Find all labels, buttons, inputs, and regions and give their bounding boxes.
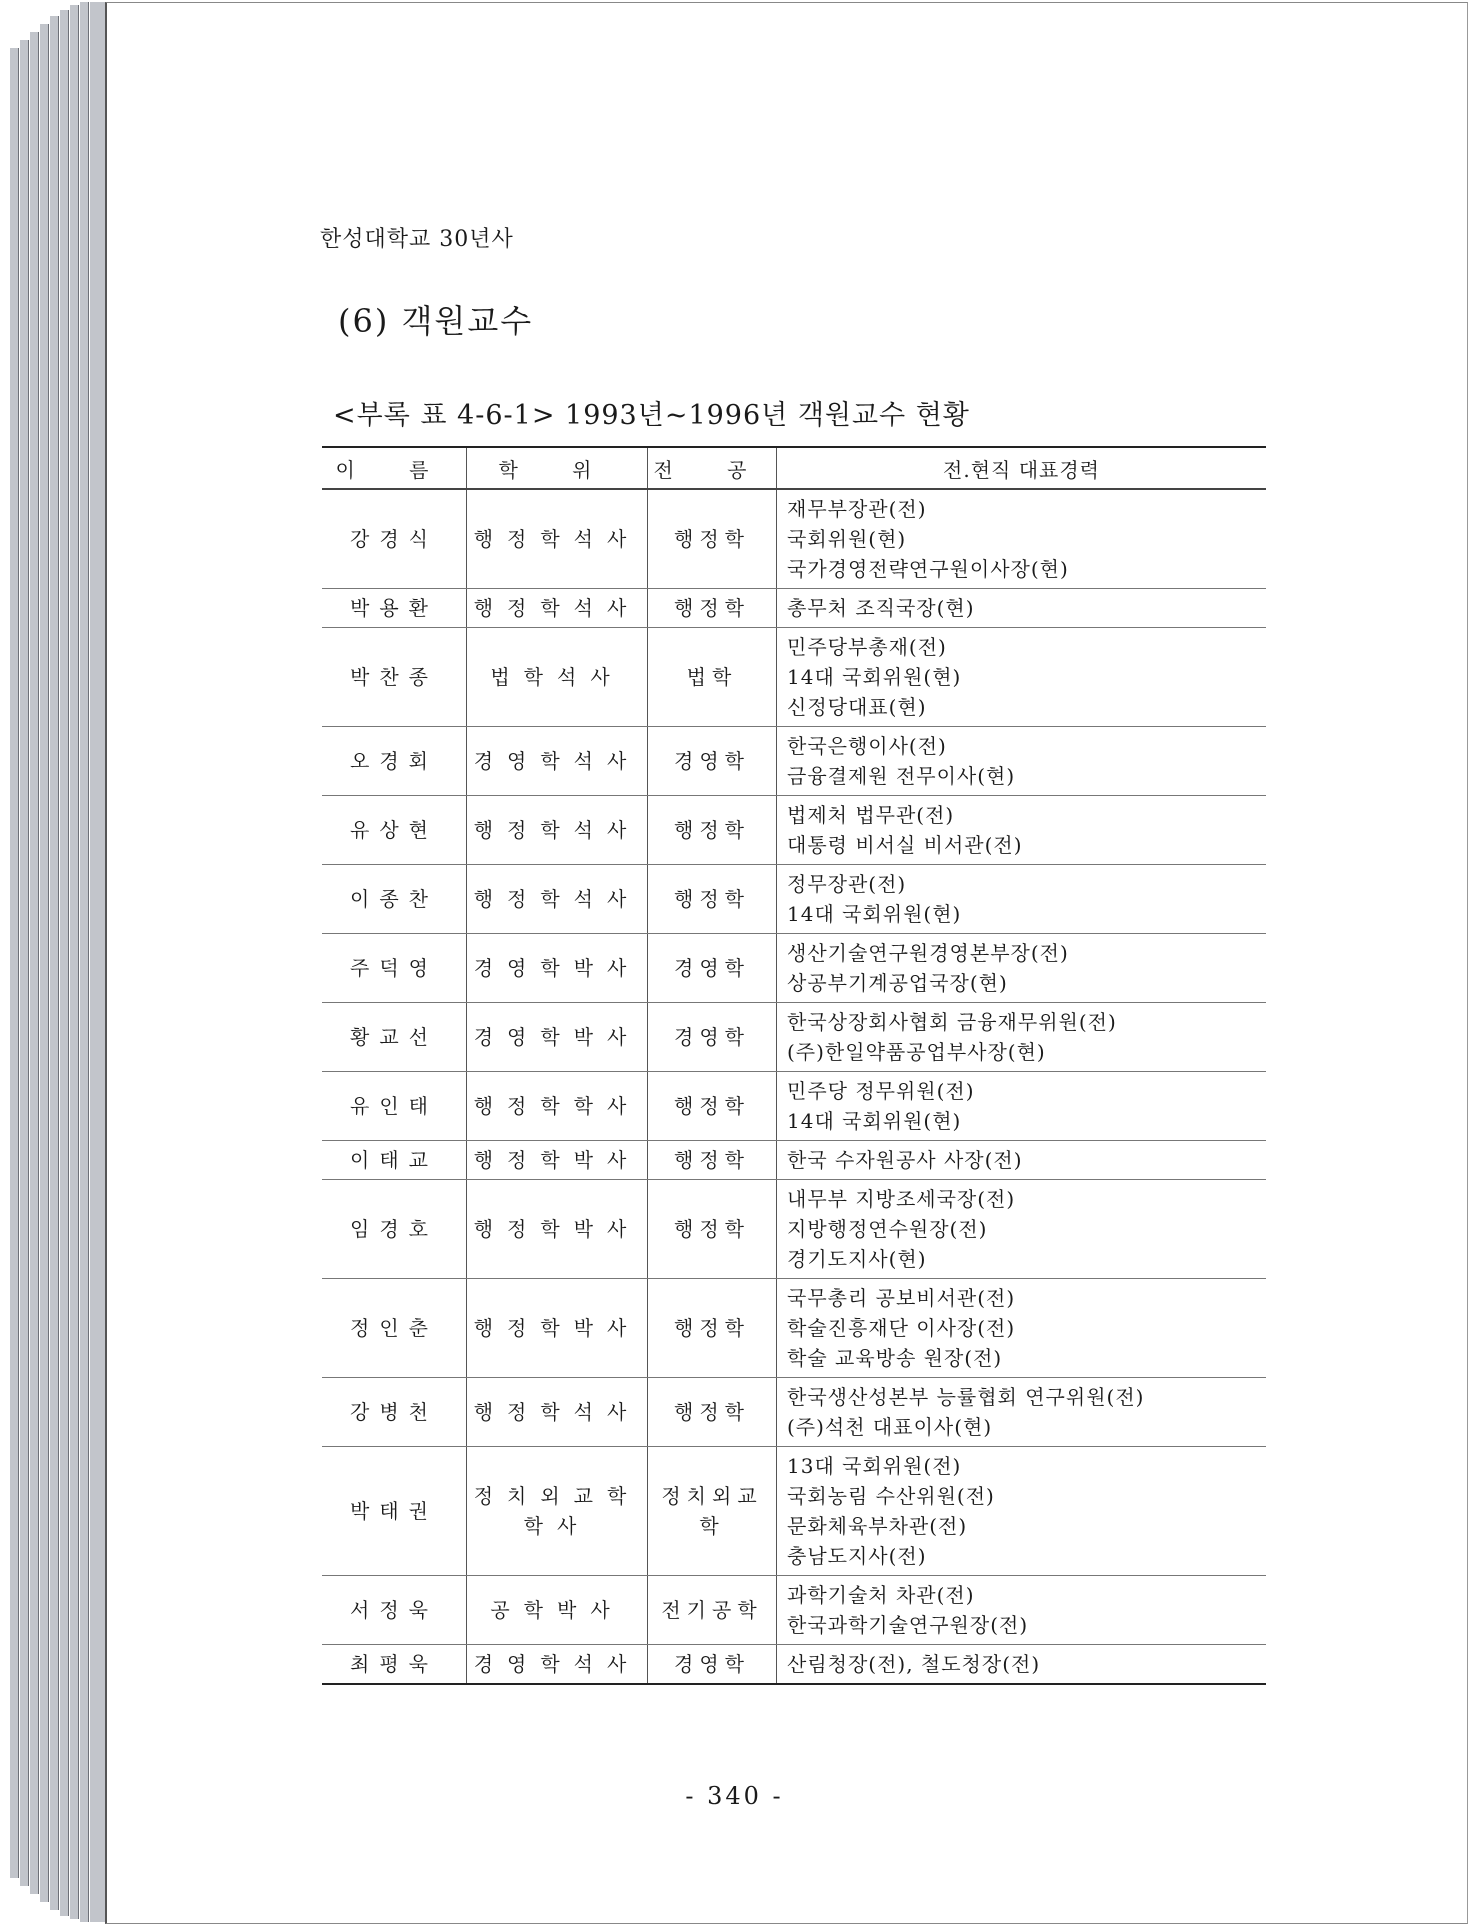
name-cell: 유상현 (322, 796, 467, 865)
running-header: 한성대학교 30년사 (320, 227, 514, 252)
career-cell (777, 865, 1267, 934)
career-cell (777, 727, 1267, 796)
header-career: 전.현직 대표경력 (777, 447, 1267, 489)
header-major: 전 공 (648, 447, 777, 489)
career-line: 과학기술처 차관(전) (787, 1583, 975, 1607)
major-cell: 행정학 (648, 489, 777, 589)
career-line: 민주당부총재(전) (787, 635, 947, 659)
name-cell: 정인춘 (322, 1279, 467, 1378)
career-line: 대통령 비서실 비서관(전) (787, 833, 1023, 857)
page-stack-edge (0, 0, 110, 1926)
career-cell (777, 796, 1267, 865)
career-line: 충남도지사(전) (787, 1544, 927, 1568)
degree-cell: 행정학박사 (467, 1279, 648, 1378)
major-cell: 행정학 (648, 865, 777, 934)
career-cell (777, 1072, 1267, 1141)
degree-cell: 행정학학사 (467, 1072, 648, 1141)
career-cell (777, 1378, 1267, 1447)
career-cell (777, 1279, 1267, 1378)
major-cell: 행정학 (648, 1072, 777, 1141)
career-line: 한국은행이사(전) (787, 734, 947, 758)
career-cell (777, 628, 1267, 727)
degree-cell: 경영학박사 (467, 934, 648, 1003)
table-header-row (322, 447, 1266, 489)
career-line: 한국과학기술연구원장(전) (787, 1613, 1029, 1637)
table-row (322, 489, 1266, 589)
career-line: (주)한일약품공업부사장(현) (787, 1040, 1046, 1064)
table-row (322, 865, 1266, 934)
degree-cell: 행정학박사 (467, 1141, 648, 1180)
career-line: 산림청장(전), 철도청장(전) (787, 1652, 1041, 1676)
degree-cell: 경영학석사 (467, 727, 648, 796)
degree-cell: 행정학석사 (467, 589, 648, 628)
major-cell: 행정학 (648, 1180, 777, 1279)
visiting-professor-table (322, 446, 1266, 1685)
career-line: 14대 국회위원(현) (787, 665, 962, 689)
career-cell (777, 1141, 1267, 1180)
degree-cell: 행정학석사 (467, 865, 648, 934)
major-cell: 전기공학 (648, 1576, 777, 1645)
major-cell: 경영학 (648, 1645, 777, 1685)
header-degree: 학 위 (467, 447, 648, 489)
name-cell: 유인태 (322, 1072, 467, 1141)
career-cell (777, 1003, 1267, 1072)
career-cell (777, 1180, 1267, 1279)
name-cell: 강병천 (322, 1378, 467, 1447)
name-cell: 서정욱 (322, 1576, 467, 1645)
career-line: 경기도지사(현) (787, 1247, 927, 1271)
career-line: 내무부 지방조세국장(전) (787, 1187, 1016, 1211)
career-line: 14대 국회위원(현) (787, 902, 962, 926)
career-line: 국가경영전략연구원이사장(현) (787, 557, 1069, 581)
career-cell (777, 1447, 1267, 1576)
table-caption: <부록 표 4-6-1> 1993년~1996년 객원교수 현황 (333, 400, 970, 431)
career-cell (777, 589, 1267, 628)
name-cell: 이태교 (322, 1141, 467, 1180)
name-cell: 이종찬 (322, 865, 467, 934)
career-line: 재무부장관(전) (787, 497, 927, 521)
section-heading: (6) 객원교수 (338, 302, 534, 340)
major-cell: 경영학 (648, 727, 777, 796)
career-line: 법제처 법무관(전) (787, 803, 955, 827)
name-cell: 강경식 (322, 489, 467, 589)
career-line: 학술진흥재단 이사장(전) (787, 1316, 1016, 1340)
table-row (322, 1447, 1266, 1576)
table-row (322, 1576, 1266, 1645)
career-line: 국회위원(현) (787, 527, 907, 551)
degree-cell: 행정학석사 (467, 796, 648, 865)
table-body (322, 489, 1266, 1684)
degree-cell: 공학박사 (467, 1576, 648, 1645)
career-cell (777, 1645, 1267, 1685)
career-line: 13대 국회위원(전) (787, 1454, 962, 1478)
major-cell: 행정학 (648, 1141, 777, 1180)
career-line: 한국 수자원공사 사장(전) (787, 1148, 1023, 1172)
degree-cell: 행정학석사 (467, 1378, 648, 1447)
degree-cell: 법학석사 (467, 628, 648, 727)
table-row (322, 796, 1266, 865)
table-row (322, 589, 1266, 628)
name-cell: 임경호 (322, 1180, 467, 1279)
table-row (322, 1645, 1266, 1685)
career-line: 국무총리 공보비서관(전) (787, 1286, 1016, 1310)
career-line: 생산기술연구원경영본부장(전) (787, 941, 1069, 965)
career-line: 총무처 조직국장(현) (787, 596, 975, 620)
name-cell: 주덕영 (322, 934, 467, 1003)
career-cell (777, 934, 1267, 1003)
career-line: 상공부기계공업국장(현) (787, 971, 1008, 995)
degree-cell: 행정학박사 (467, 1180, 648, 1279)
table-row (322, 628, 1266, 727)
table-row (322, 1180, 1266, 1279)
career-line: 국회농림 수산위원(전) (787, 1484, 995, 1508)
career-line: 금융결제원 전무이사(현) (787, 764, 1016, 788)
major-cell: 정치외교학 (648, 1447, 777, 1576)
career-line: 정무장관(전) (787, 872, 907, 896)
career-line: 한국생산성본부 능률협회 연구위원(전) (787, 1385, 1145, 1409)
table-row (322, 934, 1266, 1003)
career-line: 민주당 정무위원(전) (787, 1079, 975, 1103)
degree-cell: 행정학석사 (467, 489, 648, 589)
career-line: 지방행정연수원장(전) (787, 1217, 988, 1241)
name-cell: 박용환 (322, 589, 467, 628)
major-cell: 행정학 (648, 1279, 777, 1378)
career-line: 한국상장회사협회 금융재무위원(전) (787, 1010, 1117, 1034)
table-row (322, 1003, 1266, 1072)
career-line: 학술 교육방송 원장(전) (787, 1346, 1003, 1370)
major-cell: 행정학 (648, 589, 777, 628)
table-row (322, 1279, 1266, 1378)
major-cell: 행정학 (648, 1378, 777, 1447)
major-cell: 경영학 (648, 934, 777, 1003)
degree-cell: 정치외교학학사 (467, 1447, 648, 1576)
major-cell: 경영학 (648, 1003, 777, 1072)
header-name: 이 름 (322, 447, 467, 489)
name-cell: 황교선 (322, 1003, 467, 1072)
name-cell: 박찬종 (322, 628, 467, 727)
table-row (322, 1141, 1266, 1180)
career-line: 문화체육부차관(전) (787, 1514, 968, 1538)
table-row (322, 1072, 1266, 1141)
name-cell: 박태권 (322, 1447, 467, 1576)
career-line: (주)석천 대표이사(현) (787, 1415, 993, 1439)
major-cell: 행정학 (648, 796, 777, 865)
degree-cell: 경영학박사 (467, 1003, 648, 1072)
career-cell (777, 1576, 1267, 1645)
name-cell: 최평욱 (322, 1645, 467, 1685)
name-cell: 오경회 (322, 727, 467, 796)
major-cell: 법학 (648, 628, 777, 727)
page-number: - 340 - (685, 1782, 784, 1810)
table-row (322, 727, 1266, 796)
degree-cell: 경영학석사 (467, 1645, 648, 1685)
career-line: 신정당대표(현) (787, 695, 927, 719)
career-cell (777, 489, 1267, 589)
table-row (322, 1378, 1266, 1447)
career-line: 14대 국회위원(현) (787, 1109, 962, 1133)
